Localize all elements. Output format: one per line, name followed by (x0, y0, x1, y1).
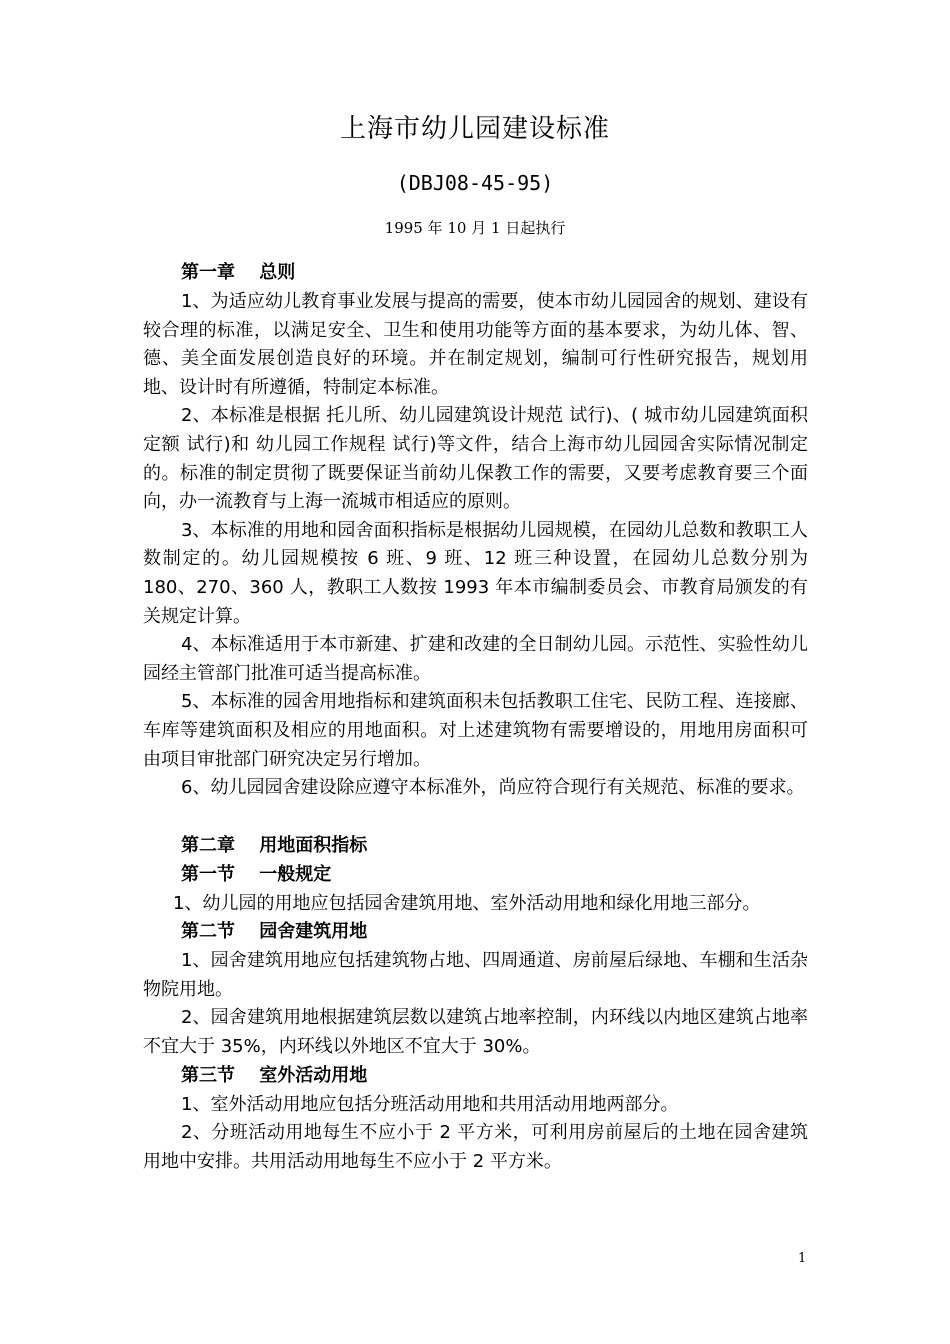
chapter-1-para-3: 3、本标准的用地和园舍面积指标是根据幼儿园规模，在园幼儿总数和教职工人数制定的。幼儿园规模按 6 班、9 班、12 班三种设置，在园幼儿总数分别为 180、270、360 人，教职工人数按 1993 年本市编制委员会、市教育局颁发的有关规定计算。 (143, 519, 808, 627)
chapter-1-para-1: 1、为适应幼儿教育事业发展与提高的需要，使本市幼儿园园舍的规划、建设有较合理的标准，以满足安全、卫生和使用功能等方面的基本要求，为幼儿体、智、德、美全面发展创造良好的环境。并在制定规划，编制可行性研究报告，规划用地、设计时有所遵循，特制定本标准。 (143, 291, 808, 398)
page-number: 1 (798, 1251, 807, 1266)
chapter-1-para-6: 6、幼儿园园舍建设除应遵守本标准外，尚应符合现行有关规范、标准的要求。 (181, 777, 805, 799)
document-body (143, 259, 808, 1176)
section-1-heading: 第一节 一般规定 (181, 863, 332, 885)
chapter-1-heading: 第一章 总则 (181, 262, 296, 283)
chapter-1-para-4: 4、本标准适用于本市新建、扩建和改建的全日制幼儿园。示范性、实验性幼儿园经主管部门批准可适当提高标准。 (143, 634, 808, 684)
section-1-para-1: 1、幼儿园的用地应包括园舍建筑用地、室外活动用地和绿化用地三部分。 (173, 892, 761, 914)
section-3-para-1: 1、室外活动用地应包括分班活动用地和共用活动用地两部分。 (181, 1093, 679, 1115)
chapter-2-heading: 第二章 用地面积指标 (181, 834, 368, 856)
section-spacer (143, 803, 808, 832)
section-2-para-1: 1、园舍建筑用地应包括建筑物占地、四周通道、房前屋后绿地、车棚和生活杂物院用地。 (143, 950, 808, 1000)
section-3-para-2: 2、分班活动用地每生不应小于 2 平方米，可利用房前屋后的土地在园舍建筑用地中安排。共用活动用地每生不应小于 2 平方米。 (143, 1122, 808, 1172)
section-3-heading: 第三节 室外活动用地 (181, 1064, 368, 1086)
document-title: 上海市幼儿园建设标准 (339, 114, 610, 144)
section-2-para-2: 2、园舍建筑用地根据建筑层数以建筑占地率控制，内环线以内地区建筑占地率不宜大于 35%，内环线以外地区不宜大于 30%。 (143, 1007, 808, 1058)
section-2-heading: 第二节 园舍建筑用地 (181, 921, 368, 943)
effective-date: 1995 年 10 月 1 日起执行 (384, 219, 566, 237)
standard-code: (DBJ08-45-95) (396, 171, 554, 195)
chapter-1-para-5: 5、本标准的园舍用地指标和建筑面积未包括教职工住宅、民防工程、连接廊、车库等建筑面积及相应的用地面积。对上述建筑物有需要增设的，用地用房面积可由项目审批部门研究决定另行增加。 (143, 691, 808, 770)
chapter-1-para-2: 2、本标准是根据 托儿所、幼儿园建筑设计规范 试行)、( 城市幼儿园建筑面积定额 试行)和 幼儿园工作规程 试行)等文件，结合上海市幼儿园园舍实际情况制定的。标准的制定贯彻了既要保证当前幼儿保教工作的需要，又要考虑教育要三个面向，办一流教育与上海一流城市相适应的原则。 (143, 405, 808, 513)
